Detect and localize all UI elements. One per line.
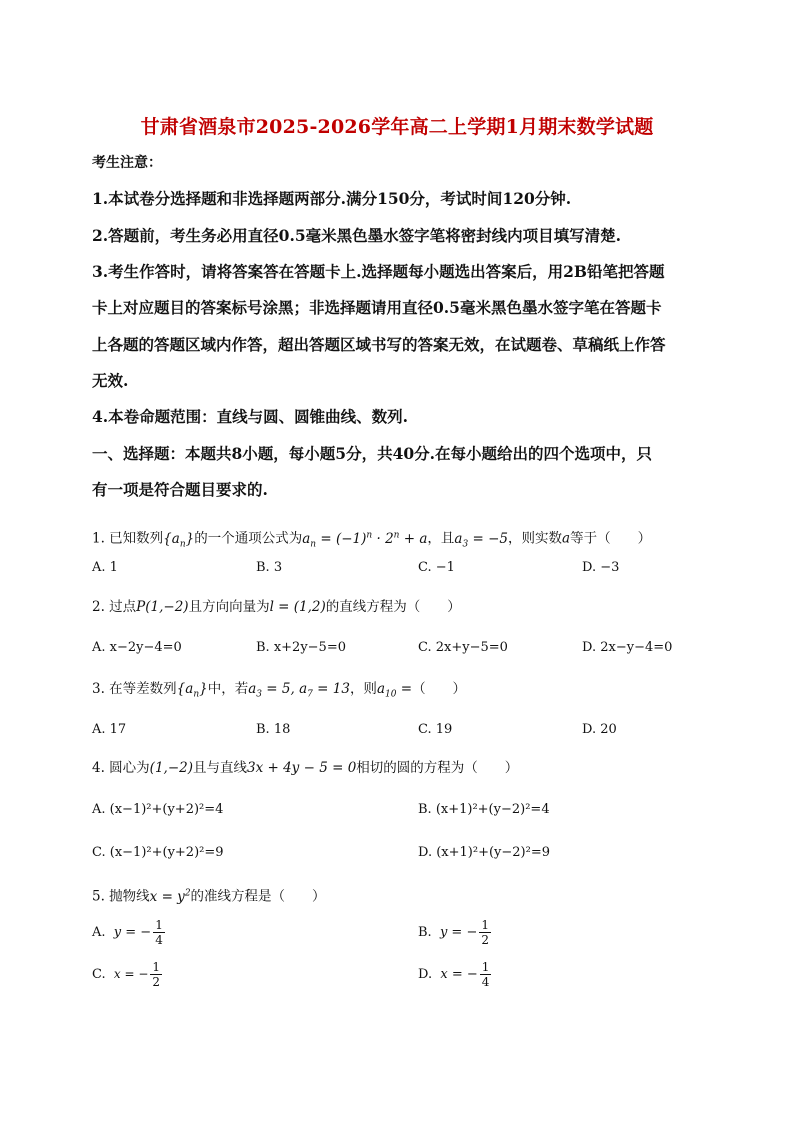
notice-heading: 考生注意：	[92, 155, 162, 171]
question-2-option-a: A. x−2y−4=0	[92, 640, 182, 655]
question-1-option-b: B. 3	[256, 560, 283, 575]
question-5-option-d: D. x = − $\frac{1}{4}$	[418, 960, 490, 989]
section-heading-line-1: 一、选择题：本题共8小题，每小题5分，共40分.在每小题给出的四个选项中，只	[92, 444, 653, 463]
question-1-option-a: A. 1	[92, 560, 118, 575]
question-1-option-c: C. −1	[418, 560, 455, 575]
question-2-stem: 2. 过点P(1,−2)且方向向量为l = (1,2)的直线方程为（ ）	[92, 599, 461, 615]
notice-item-3-line-3: 上各题的答题区域内作答，超出答题区域书写的答案无效，在试题卷、草稿纸上作答	[92, 335, 666, 354]
question-5-stem: 5. 抛物线$x = y^2$的准线方程是（ ）	[92, 888, 326, 905]
question-1-stem: 1. 已知数列$\{a_n\}$的一个通项公式为$a_n = (-1)^n \cdot 2^n + a$，且$a_3 = -5$，则实数a等于（ ）	[92, 530, 652, 550]
question-4-option-b: B. (x+1)²+(y−2)²=4	[418, 802, 550, 817]
notice-item-3-line-4: 无效.	[92, 371, 129, 390]
notice-item-4: 4.本卷命题范围：直线与圆、圆锥曲线、数列.	[92, 407, 409, 426]
notice-item-3-line-2: 卡上对应题目的答案标号涂黑；非选择题请用直径0.5毫米黑色墨水签字笔在答题卡	[92, 298, 662, 317]
notice-item-1: 1.本试卷分选择题和非选择题两部分.满分150分，考试时间120分钟.	[92, 189, 572, 208]
question-4-option-d: D. (x+1)²+(y−2)²=9	[418, 845, 550, 860]
question-4-stem: 4. 圆心为(1,−2)且与直线3x + 4y − 5 = 0相切的圆的方程为（ ）	[92, 760, 519, 776]
question-2-option-d: D. 2x−y−4=0	[582, 640, 673, 655]
question-1-option-d: D. −3	[582, 560, 620, 575]
question-3-option-b: B. 18	[256, 722, 291, 737]
question-3-stem: 3. 在等差数列$\{a_n\}$中，若$a_3 = 5$, $a_7 = 13$，则$a_{10}$ =（ ）	[92, 681, 467, 700]
question-3-option-a: A. 17	[92, 722, 127, 737]
question-3-option-d: D. 20	[582, 722, 617, 737]
question-4-option-a: A. (x−1)²+(y+2)²=4	[92, 802, 224, 817]
section-heading-line-2: 有一项是符合题目要求的.	[92, 480, 268, 499]
question-2-option-c: C. 2x+y−5=0	[418, 640, 508, 655]
notice-item-3-line-1: 3.考生作答时，请将答案答在答题卡上.选择题每小题选出答案后，用2B铅笔把答题	[92, 262, 665, 281]
question-5-option-c: C. x = − $\frac{1}{2}$	[92, 960, 161, 989]
notice-item-2: 2.答题前，考生务必用直径0.5毫米黑色墨水签字笔将密封线内项目填写清楚.	[92, 226, 622, 245]
question-3-option-c: C. 19	[418, 722, 453, 737]
exam-title: 甘肃省酒泉市2025-2026学年高二上学期1月期末数学试题	[140, 116, 654, 138]
question-5-option-a: A. y = − $\frac{1}{4}$	[92, 918, 163, 947]
question-5-option-b: B. y = − $\frac{1}{2}$	[418, 918, 489, 947]
question-4-option-c: C. (x−1)²+(y+2)²=9	[92, 845, 224, 860]
question-2-option-b: B. x+2y−5=0	[256, 640, 346, 655]
